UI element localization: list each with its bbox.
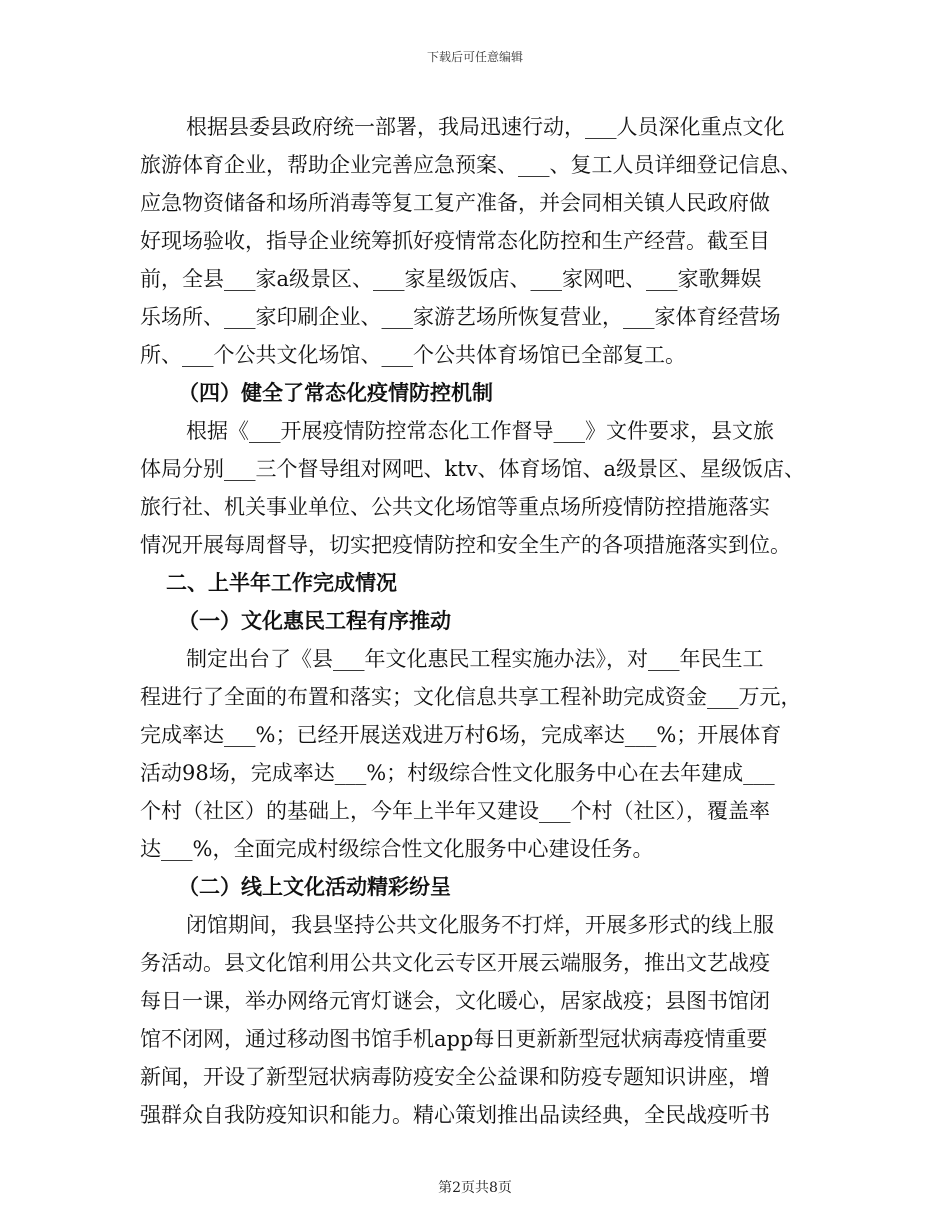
paragraph-line: 新闻，开设了新型冠状病毒防疫安全公益课和防疫专题知识讲座，增: [140, 1065, 770, 1089]
paragraph-line: 达___%，全面完成村级综合性文化服务中心建设任务。: [140, 837, 654, 861]
paragraph-line: 闭馆期间，我县坚持公共文化服务不打烊，开展多形式的线上服: [186, 913, 774, 937]
paragraph-line: 体局分别___三个督导组对网吧、ktv、体育场馆、a级景区、星级饭店、: [140, 457, 806, 481]
paragraph-line: 每日一课，举办网络元宵灯谜会，文化暖心，居家战疫；县图书馆闭: [140, 989, 770, 1013]
paragraph-line: 程进行了全面的布置和落实；文化信息共享工程补助完成资金___万元，: [140, 685, 802, 709]
paragraph-line: 个村（社区）的基础上，今年上半年又建设___个村（社区），覆盖率: [140, 799, 770, 823]
subsection-heading: （一）文化惠民工程有序推动: [178, 608, 451, 633]
paragraph-line: 强群众自我防疫知识和能力。精心策划推出品读经典，全民战疫听书: [140, 1103, 770, 1127]
paragraph-line: 活动98场，完成率达___%；村级综合性文化服务中心在去年建成___: [140, 761, 775, 785]
header-note: 下载后可任意编辑: [426, 50, 523, 64]
section-heading: （四）健全了常态化疫情防控机制: [178, 380, 493, 405]
subsection-heading: （二）线上文化活动精彩纷呈: [178, 874, 451, 899]
paragraph-line: 乐场所、___家印刷企业、___家游艺场所恢复营业，___家体育经营场: [140, 305, 781, 329]
page-number: 第2页共8页: [438, 1180, 512, 1196]
paragraph-line: 根据县委县政府统一部署，我局迅速行动，___人员深化重点文化: [186, 115, 785, 139]
paragraph-line: 馆不闭网，通过移动图书馆手机app每日更新新型冠状病毒疫情重要: [140, 1027, 768, 1051]
paragraph-line: 务活动。县文化馆利用公共文化云专区开展云端服务，推出文艺战疫: [140, 951, 770, 975]
section-heading: 二、上半年工作完成情况: [166, 570, 397, 595]
paragraph-line: 根据《___开展疫情防控常态化工作督导___》文件要求，县文旅: [186, 419, 774, 443]
paragraph-line: 完成率达___%；已经开展送戏进万村6场，完成率达___%；开展体育: [140, 723, 782, 747]
paragraph-line: 旅行社、机关事业单位、公共文化场馆等重点场所疫情防控措施落实: [140, 495, 770, 519]
paragraph-line: 制定出台了《县___年文化惠民工程实施办法》，对___年民生工: [186, 647, 764, 671]
paragraph-line: 前，全县___家a级景区、___家星级饭店、___家网吧、___家歌舞娱: [140, 267, 762, 291]
paragraph-line: 好现场验收，指导企业统筹抓好疫情常态化防控和生产经营。截至目: [140, 229, 770, 253]
paragraph-line: 旅游体育企业，帮助企业完善应急预案、___、复工人员详细登记信息、: [140, 153, 802, 177]
paragraph-line: 应急物资储备和场所消毒等复工复产准备，并会同相关镇人民政府做: [140, 191, 770, 215]
paragraph-line: 情况开展每周督导，切实把疫情防控和安全生产的各项措施落实到位。: [140, 533, 791, 557]
paragraph-line: 所、___个公共文化场馆、___个公共体育场馆已全部复工。: [140, 343, 686, 367]
